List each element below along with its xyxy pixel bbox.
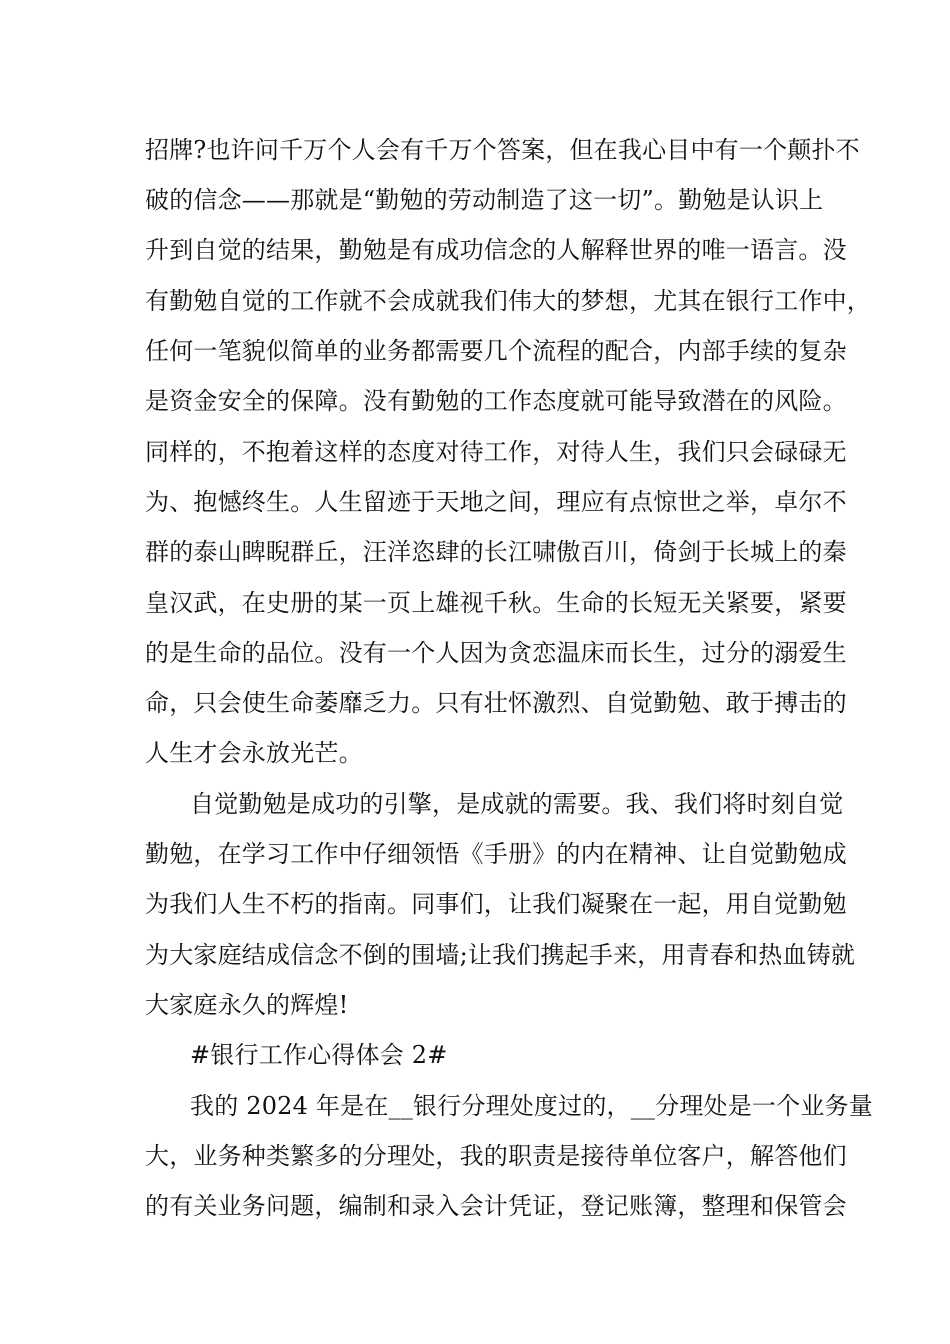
text-line: 命，只会使生命萎靡乏力。只有壮怀激烈、自觉勤勉、敢于搏击的 [145,689,847,717]
text-line: 勤勉，在学习工作中仔细领悟《手册》的内在精神、让自觉勤勉成 [145,840,847,868]
text-line: 皇汉武，在史册的某一页上雄视千秋。生命的长短无关紧要，紧要 [145,589,847,617]
text-line: 为、抱憾终生。人生留迹于天地之间，理应有点惊世之举，卓尔不 [145,488,847,516]
text-line: 群的泰山睥睨群丘，汪洋恣肆的长江啸傲百川，倚剑于长城上的秦 [145,538,847,566]
text-line: 是资金安全的保障。没有勤勉的工作态度就可能导致潜在的风险。 [145,387,847,415]
text-line: 人生才会永放光芒。 [145,739,363,767]
paragraph-first-line: 自觉勤勉是成功的引擎，是成就的需要。我、我们将时刻自觉 [190,790,844,818]
text-line: 招牌?也许问千万个人会有千万个答案，但在我心目中有一个颠扑不 [145,136,860,164]
section-heading: #银行工作心得体会 2# [190,1041,448,1069]
text-line: 破的信念——那就是“勤勉的劳动制造了这一切”。勤勉是认识上 [145,186,824,214]
text-line: 大，业务种类繁多的分理处，我的职责是接待单位客户，解答他们 [145,1142,847,1170]
text-line: 升到自觉的结果，勤勉是有成功信念的人解释世界的唯一语言。没 [145,236,847,264]
text-line: 同样的，不抱着这样的态度对待工作，对待人生，我们只会碌碌无 [145,438,847,466]
paragraph-first-line: 我的 2024 年是在__银行分理处度过的，__分理处是一个业务量 [190,1092,873,1120]
text-line: 的是生命的品位。没有一个人因为贪恋温床而长生，过分的溺爱生 [145,639,847,667]
text-line: 的有关业务问题，编制和录入会计凭证，登记账簿，整理和保管会 [145,1192,847,1220]
text-line: 大家庭永久的辉煌! [145,991,349,1019]
text-line: 为大家庭结成信念不倒的围墙;让我们携起手来，用青春和热血铸就 [145,941,856,969]
text-line: 有勤勉自觉的工作就不会成就我们伟大的梦想，尤其在银行工作中， [145,287,871,315]
text-line: 为我们人生不朽的指南。同事们，让我们凝聚在一起，用自觉勤勉 [145,890,847,918]
text-line: 任何一笔貌似简单的业务都需要几个流程的配合，内部手续的复杂 [145,337,847,365]
